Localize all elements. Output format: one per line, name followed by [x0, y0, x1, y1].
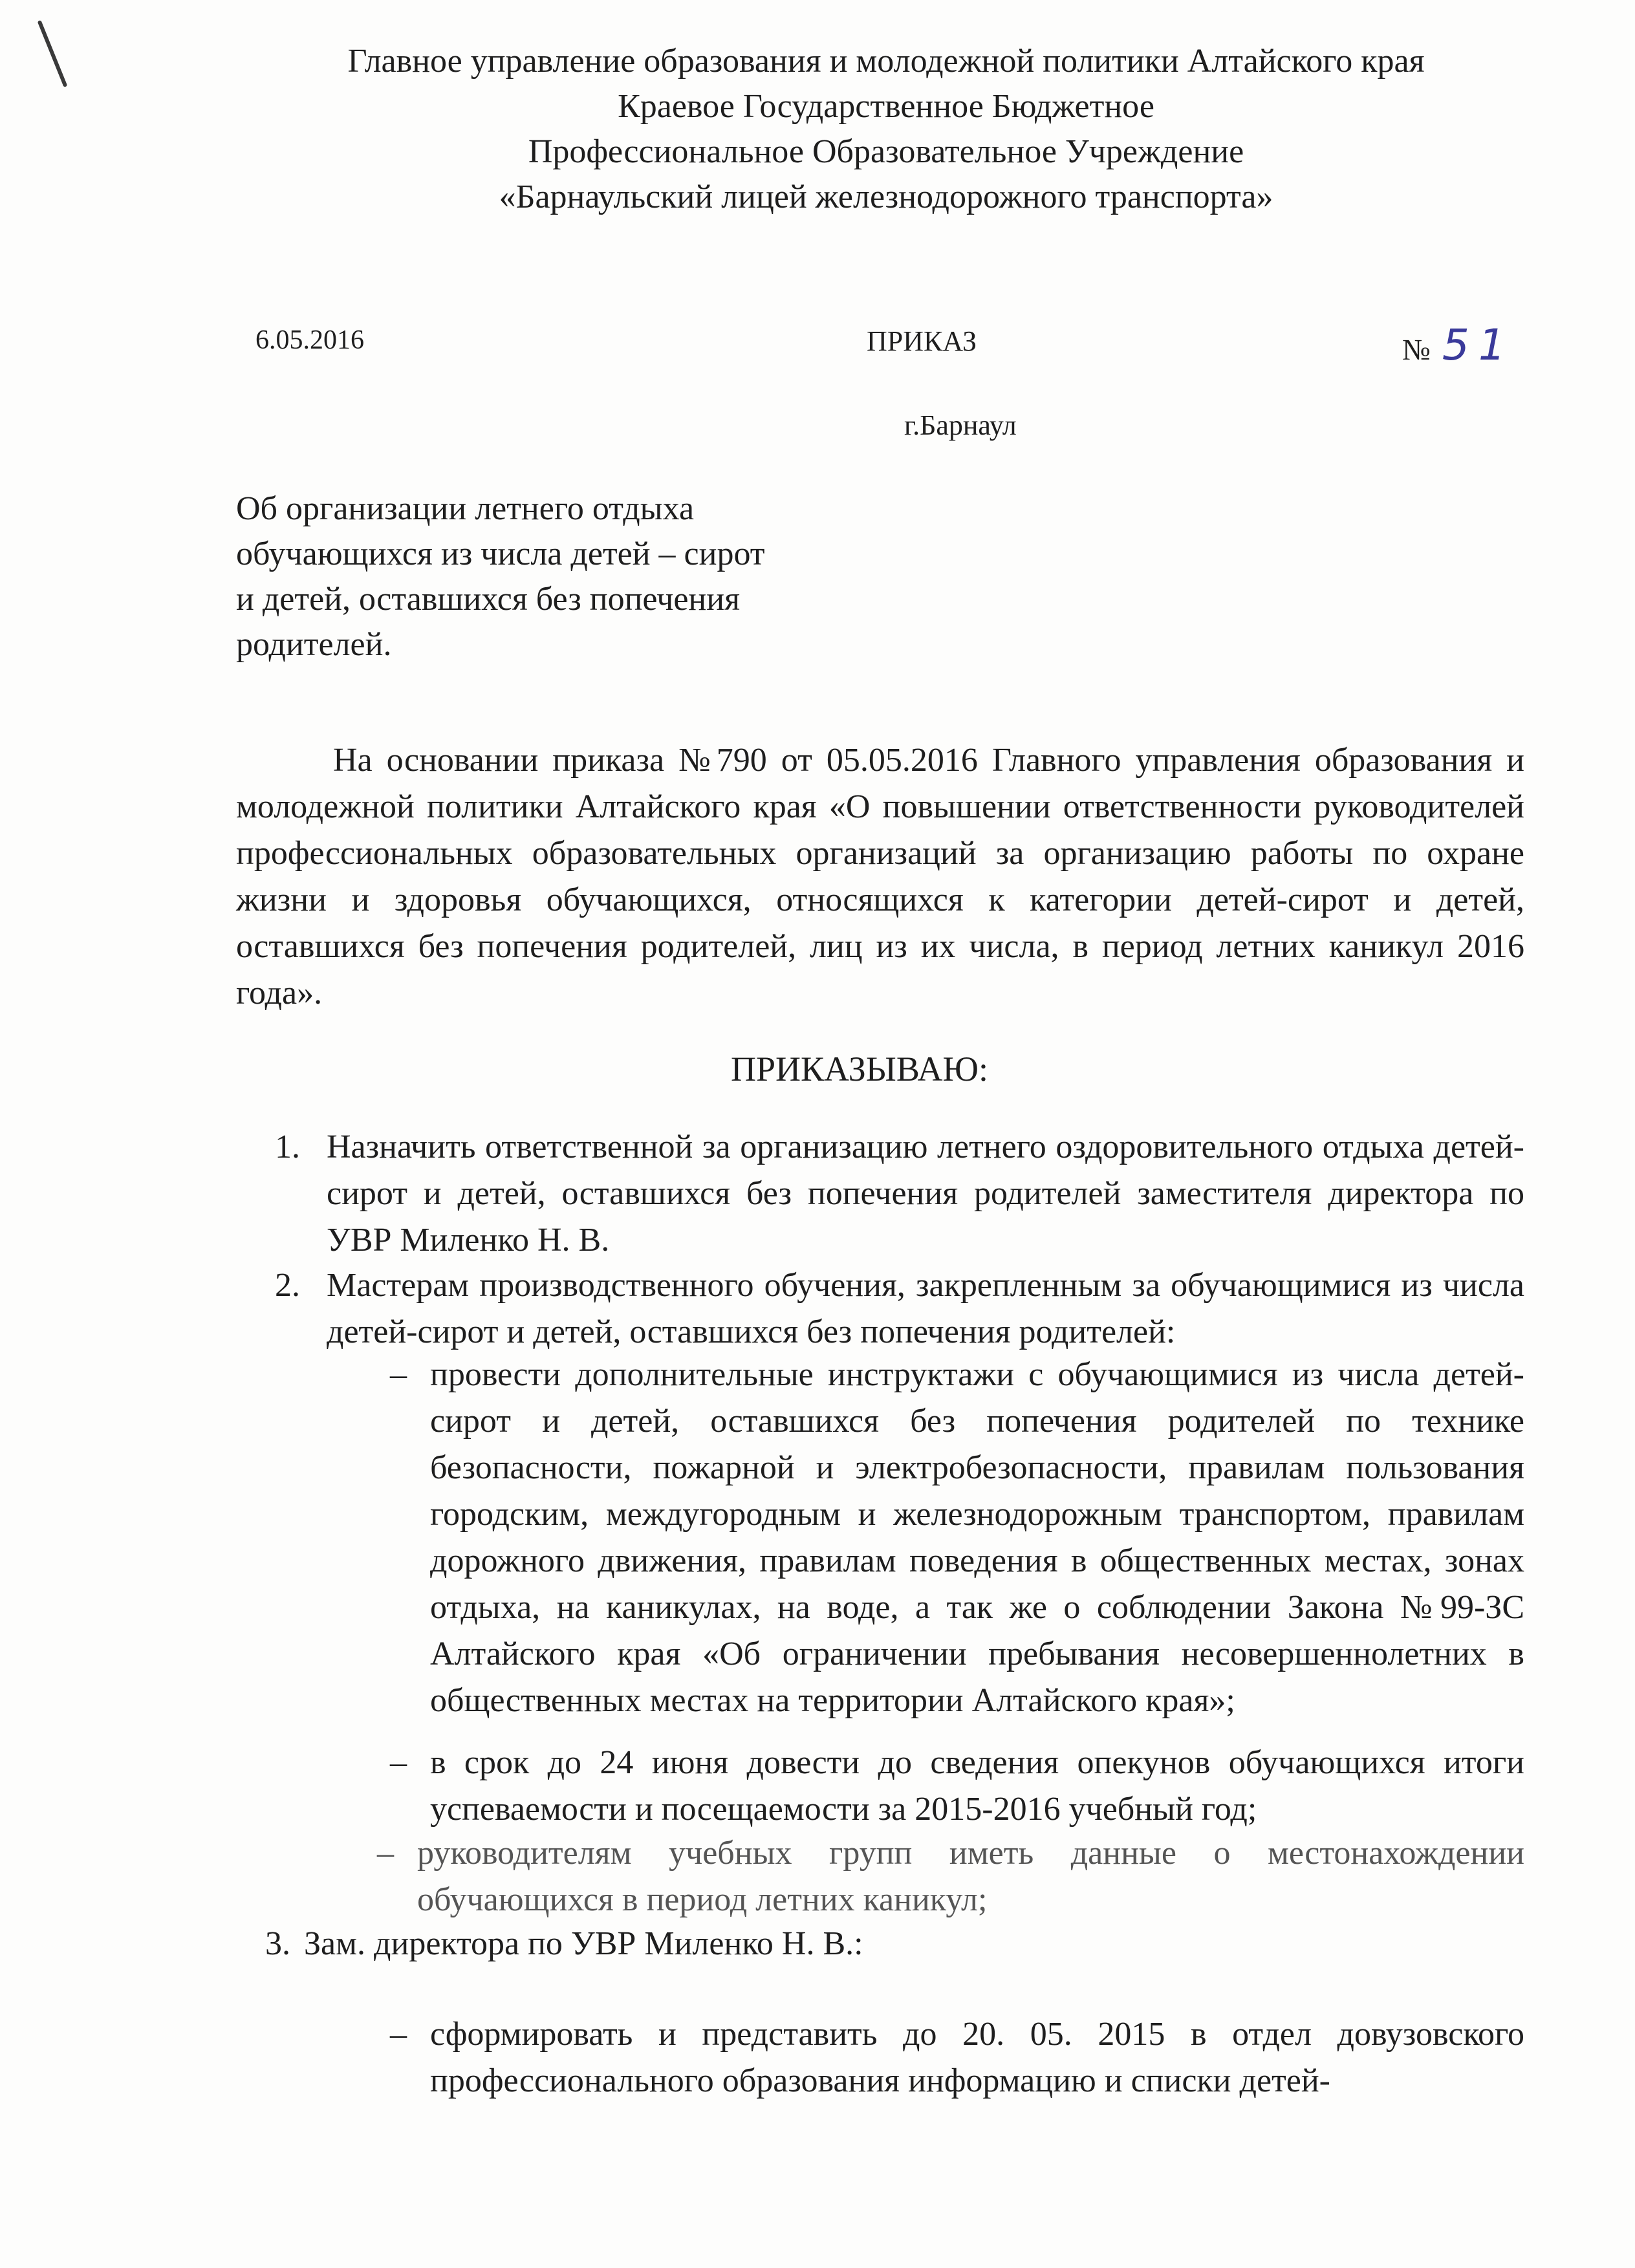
dash-bullet: – — [390, 2016, 407, 2053]
subitem-text: провести дополнительные инструктажи с обучающимися из числа детей-сирот и детей, оставшихся без попечения родителей по технике безопасности, пожарной и электробезопасности, правилам пользования городским, междугородным и железнодорожным транспортом, правилам дорожного движения, правилам поведения в общественных местах, зонах отдыха, на каникулах, на воде, а так же о соблюдении Закона №99-ЗС Алтайского края «Об ограничении пребывания несовершеннолетних в общественных местах на территории Алтайского края»; — [430, 1356, 1524, 1719]
order-number — [1402, 320, 1515, 370]
subject-line: обучающихся из числа детей – сирот — [236, 535, 765, 572]
subject-line: и детей, оставшихся без попечения — [236, 581, 741, 618]
scan-artifact-mark — [38, 20, 68, 87]
header-line-institution-name: «Барнаульский лицей железнодорожного транспорта» — [499, 178, 1273, 215]
header-line-ministry: Главное управление образования и молодежной политики Алтайского края — [347, 43, 1425, 80]
dash-bullet: – — [390, 1744, 407, 1781]
order-number-handwritten: 51 — [1442, 320, 1515, 370]
order-number-label: № — [1402, 333, 1431, 366]
order-city: г.Барнаул — [904, 409, 1017, 441]
order-subitem — [377, 1830, 1524, 1923]
order-item — [275, 1124, 1524, 1264]
decree-heading: ПРИКАЗЫВАЮ: — [731, 1050, 988, 1088]
item-text: Зам. директора по УВР Миленко Н. В.: — [304, 1925, 863, 1962]
order-subitem — [390, 2011, 1524, 2104]
document-header — [194, 39, 1578, 220]
preamble-paragraph: На основании приказа №790 от 05.05.2016 Главного управления образования и молодежной политики Алтайского края «О повышении ответственности руководителей профессиональных образовательных организаций за организацию работы по охране жизни и здоровья обучающихся, относящихся к категории детей-сирот и детей, оставшихся без попечения родителей, лиц из их числа, в период летних каникул 2016 года». — [236, 742, 1524, 1011]
item-number: 2. — [275, 1267, 300, 1304]
order-subject — [236, 486, 870, 667]
subitem-text: сформировать и представить до 20. 05. 2015 в отдел довузовского профессионального образования информацию и списки детей- — [430, 2016, 1524, 2099]
item-number: 3. — [265, 1925, 290, 1962]
order-item — [275, 1262, 1524, 1355]
subitem-text: в срок до 24 июня довести до сведения опекунов обучающихся итоги успеваемости и посещаемости за 2015-2016 учебный год; — [430, 1744, 1524, 1828]
header-line-institution-type: Профессиональное Образовательное Учреждение — [528, 133, 1244, 170]
order-item — [265, 1921, 1524, 1967]
order-subitem — [390, 1740, 1524, 1833]
item-text: Назначить ответственной за организацию летнего оздоровительного отдыха детей-сирот и детей, оставшихся без попечения родителей заместителя директора по УВР Миленко Н. В. — [327, 1129, 1524, 1258]
dash-bullet: – — [390, 1356, 407, 1393]
order-title: ПРИКАЗ — [867, 325, 977, 357]
header-line-type: Краевое Государственное Бюджетное — [618, 88, 1154, 125]
item-text: Мастерам производственного обучения, закрепленным за обучающимися из числа детей-сирот и детей, оставшихся без попечения родителей: — [327, 1267, 1524, 1350]
subject-line: родителей. — [236, 626, 392, 663]
subject-line: Об организации летнего отдыха — [236, 490, 695, 527]
dash-bullet: – — [377, 1835, 394, 1872]
item-number: 1. — [275, 1129, 300, 1165]
order-date: 6.05.2016 — [255, 325, 364, 355]
subitem-text: руководителям учебных групп иметь данные о местонахождении обучающихся в период летних каникул; — [417, 1835, 1524, 1918]
order-subitem — [390, 1352, 1524, 1724]
